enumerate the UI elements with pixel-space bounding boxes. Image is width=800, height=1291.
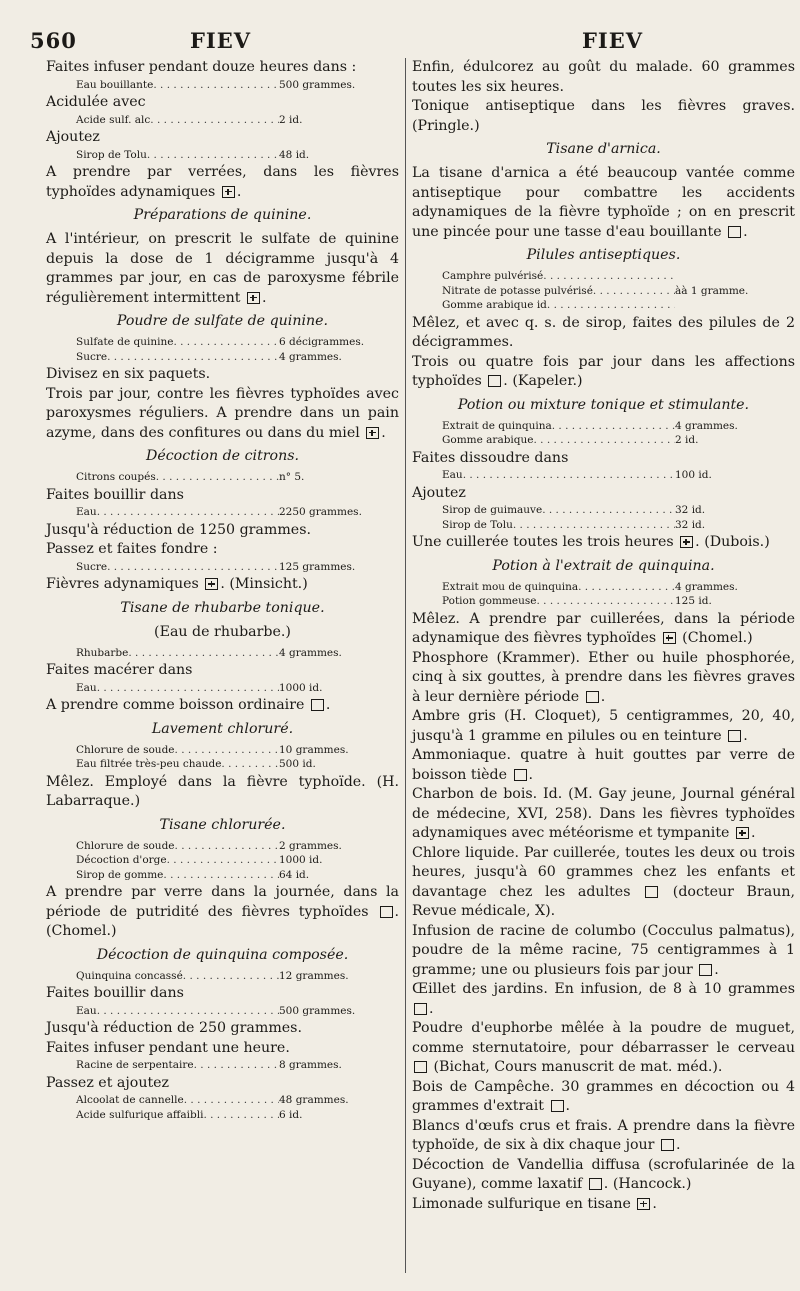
empty-box-icon <box>589 1178 602 1190</box>
ingredient-row <box>76 970 399 984</box>
paragraph-text: A prendre comme boisson ordinaire <box>46 697 305 713</box>
ingredient-quantity: 8 grammes. <box>279 1059 342 1071</box>
empty-box-icon <box>414 1061 427 1073</box>
paragraph <box>412 533 795 553</box>
empty-box-icon <box>514 769 527 781</box>
paragraph <box>46 984 399 1004</box>
section-heading: Tisane chlorurée. <box>159 816 286 833</box>
ingredient-name: Sirop de gomme <box>76 868 164 881</box>
paragraph-text: A l'intérieur, on prescrit le sulfate de quinine depuis la dose de 1 décigramme jusqu'à 4 grammes par jour, en cas de paroxysme fébrile régulièrement intermittent <box>46 231 399 306</box>
paragraph-tail: . <box>429 1000 434 1017</box>
ingredient-name: Sirop de Tolu <box>442 518 513 531</box>
paragraph-text: Ambre gris (H. Cloquet), 5 centigrammes, 20, 40, jusqu'à 1 gramme en pilules ou en teinture <box>412 708 795 744</box>
paragraph-text: Blancs d'œufs crus et frais. A prendre dans la fièvre typhoïde, de six à dix chaque jour <box>412 1117 795 1153</box>
paragraph-tail: . <box>743 727 748 744</box>
dot-leader <box>543 270 675 284</box>
ingredient-row <box>76 114 399 128</box>
paragraph-text: Faites dissoudre dans <box>412 449 569 466</box>
paragraph-text: Phosphore (Krammer). Ether ou huile phosphorée, cinq à six gouttes, à prendre dans les fièvres graves à leur dernière période <box>412 649 795 705</box>
ingredient-row <box>442 420 795 434</box>
paragraph <box>412 164 795 242</box>
ingredient-row <box>442 270 795 284</box>
ingredient-name: Gomme arabique <box>442 434 534 446</box>
ingredient-name: Sucre <box>76 560 108 573</box>
plus-box-icon <box>366 427 379 439</box>
ingredient-name: Acide sulf. alc <box>76 113 151 126</box>
paragraph <box>412 649 795 708</box>
section-heading: Tisane de rhubarbe tonique. <box>120 599 325 616</box>
paragraph <box>412 1156 795 1195</box>
page-number: 560 <box>30 28 77 53</box>
paragraph-text: Trois ou quatre fois par jour dans les affections typhoïdes <box>412 353 795 389</box>
ingredient-quantity: 4 grammes. <box>279 646 342 659</box>
paragraph-text: Passez et faites fondre : <box>46 541 218 557</box>
dot-leader <box>163 869 279 883</box>
ingredient-name: Sucre <box>76 350 108 363</box>
ingredient-row <box>76 758 399 772</box>
ingredient-quantity: 2 id. <box>675 434 699 446</box>
paragraph-text: Enfin, édulcorez au goût du malade. 60 grammes toutes les six heures. <box>412 59 795 95</box>
paragraph <box>46 575 399 595</box>
paragraph-tail: . <box>743 223 748 240</box>
empty-box-icon <box>311 699 324 711</box>
dot-leader <box>183 970 279 984</box>
paragraph-text: Faites infuser pendant une heure. <box>46 1039 290 1056</box>
empty-box-icon <box>699 964 712 976</box>
paragraph <box>412 97 795 136</box>
section-heading: Potion ou mixture tonique et stimulante. <box>457 396 750 413</box>
dot-leader <box>167 854 279 868</box>
section-heading: Décoction de quinquina composée. <box>96 946 349 963</box>
paragraph-text: Trois par jour, contre les fièvres typhoïdes avec paroxysmes réguliers. A prendre dans un pain azyme, dans des confitures ou dans du miel <box>46 385 399 441</box>
paragraph-tail: . <box>381 424 386 441</box>
plus-box-icon <box>222 186 235 198</box>
paragraph-text: Décoction de Vandellia diffusa (scrofularinée de la Guyane), comme laxatif <box>412 1156 795 1192</box>
ingredient-quantity: 6 décigrammes. <box>279 336 365 348</box>
paragraph-text: Œillet des jardins. En infusion, de 8 à 10 grammes <box>412 981 795 997</box>
ingredient-row <box>76 149 399 163</box>
paragraph-text: Jusqu'à réduction de 250 grammes. <box>46 1020 302 1036</box>
paragraph-text: Mêlez. Employé dans la fièvre typhoïde. (H. Labarraque.) <box>46 773 399 809</box>
paragraph-tail: . <box>261 289 267 306</box>
paragraph <box>412 449 795 469</box>
ingredient-quantity: 2250 grammes. <box>279 506 362 518</box>
paragraph <box>46 661 399 681</box>
paragraph-text: Jusqu'à réduction de 1250 grammes. <box>46 521 311 538</box>
dot-leader <box>537 595 676 609</box>
ingredient-quantity: 125 grammes. <box>279 560 356 573</box>
ingredient-row <box>442 581 795 595</box>
paragraph <box>412 980 795 1019</box>
paragraph-text: Chlore liquide. Par cuillerée, toutes les deux ou trois heures, jusqu'à 60 grammes chez les enfants et davantage chez les adultes <box>412 844 795 900</box>
paragraph <box>412 484 795 504</box>
paragraph <box>412 707 795 746</box>
ingredient-quantity: àà 1 gramme. <box>675 284 749 297</box>
ingredient-name: Quinquina concassé <box>76 969 183 982</box>
paragraph-text: Mêlez. A prendre par cuillerées, dans la période adynamique des fièvres typhoïdes <box>412 610 795 646</box>
dot-leader <box>153 79 279 93</box>
ingredient-row <box>76 744 399 758</box>
plus-box-icon <box>637 1198 650 1210</box>
empty-box-icon <box>380 906 393 918</box>
ingredient-name: Camphre pulvérisé <box>442 270 544 282</box>
paragraph <box>46 540 399 560</box>
ingredient-quantity <box>675 299 795 313</box>
paragraph <box>46 486 399 506</box>
ingredient-quantity: 500 grammes. <box>279 1004 356 1017</box>
ingredient-row <box>76 561 399 575</box>
dot-leader <box>175 744 279 758</box>
paragraph-text: Ajoutez <box>412 484 466 501</box>
ingredient-quantity: 500 grammes. <box>279 78 356 91</box>
dot-leader <box>184 1094 279 1108</box>
ingredient-name: Potion gommeuse <box>442 595 537 607</box>
paragraph-tail: . <box>750 825 756 841</box>
dot-leader <box>552 420 675 434</box>
paragraph <box>412 1117 795 1156</box>
ingredient-name: Sulfate de quinine <box>76 336 174 348</box>
ingredient-quantity: 125 id. <box>675 595 712 607</box>
ingredient-row <box>76 869 399 883</box>
paragraph <box>46 230 399 308</box>
ingredient-row <box>76 1109 399 1123</box>
paragraph <box>46 1019 399 1039</box>
ingredient-name: Chlorure de soude <box>76 839 175 852</box>
dot-leader <box>173 336 279 350</box>
paragraph <box>46 1074 399 1094</box>
paragraph <box>46 773 399 812</box>
ingredient-quantity: 100 id. <box>675 469 712 481</box>
empty-box-icon <box>488 375 501 387</box>
section-heading: Poudre de sulfate de quinine. <box>116 313 329 329</box>
paragraph-text: Charbon de bois. Id. (M. Gay jeune, Journal général de médecine, XVI, 258). Dans les fièvres typhoïdes adynamiques avec météorisme et tympanite <box>412 786 795 841</box>
ingredient-row <box>442 299 795 313</box>
dot-leader <box>97 1005 279 1019</box>
ingredient-row <box>76 1094 399 1108</box>
paragraph-text: Ajoutez <box>46 129 100 145</box>
paragraph-tail: (Chomel.) <box>677 630 753 646</box>
plus-box-icon <box>205 578 218 590</box>
paragraph-text: Faites bouillir dans <box>46 486 184 503</box>
dot-leader <box>175 840 279 854</box>
paragraph <box>412 58 795 97</box>
running-head-right: FIEV <box>582 28 644 53</box>
paragraph-text: Faites macérer dans <box>46 662 193 678</box>
ingredient-row <box>76 682 399 696</box>
paragraph <box>412 785 795 844</box>
paragraph-tail: . <box>325 697 331 713</box>
dot-leader <box>547 299 675 313</box>
ingredient-quantity: 2 grammes. <box>279 839 342 852</box>
ingredient-quantity: 64 id. <box>279 868 310 881</box>
column-divider <box>405 58 406 1273</box>
ingredient-row <box>76 471 399 485</box>
ingredient-row <box>76 79 399 93</box>
dot-leader <box>463 469 675 483</box>
paragraph-text: Une cuillerée toutes les trois heures <box>412 534 674 550</box>
ingredient-name: Chlorure de soude <box>76 743 175 756</box>
paragraph-text: A prendre par verrées, dans les fièvres typhoïdes adynamiques <box>46 164 399 200</box>
paragraph-tail: . <box>565 1098 571 1114</box>
ingredient-row <box>442 434 795 448</box>
paragraph-tail: . <box>675 1137 681 1153</box>
paragraph <box>412 353 795 392</box>
paragraph-tail: . (Chomel.) <box>46 903 400 939</box>
ingredient-name: Sirop de Tolu <box>76 148 147 161</box>
plus-box-icon <box>247 292 260 304</box>
empty-box-icon <box>414 1003 427 1015</box>
paragraph-tail: . (Hancock.) <box>603 1176 692 1192</box>
paragraph <box>46 385 399 444</box>
ingredient-name: Eau bouillante <box>76 78 154 91</box>
ingredient-row <box>76 840 399 854</box>
ingredient-name: Nitrate de potasse pulvérisé <box>442 284 593 297</box>
paragraph <box>46 883 399 942</box>
section-heading: Potion à l'extrait de quinquina. <box>492 557 715 574</box>
ingredient-name: Rhubarbe <box>76 646 129 659</box>
paragraph <box>412 1019 795 1078</box>
ingredient-quantity: 48 grammes. <box>279 1094 349 1106</box>
dot-leader <box>194 1059 279 1073</box>
ingredient-quantity: n° 5. <box>279 471 305 483</box>
empty-box-icon <box>551 1100 564 1112</box>
ingredient-row <box>442 285 795 299</box>
ingredient-row <box>442 469 795 483</box>
paragraph <box>46 163 399 202</box>
ingredient-quantity: 6 id. <box>279 1108 303 1121</box>
paragraph-text: A prendre par verre dans la journée, dans la période de putridité des fièvres typhoïdes <box>46 884 399 920</box>
ingredient-quantity: 4 grammes. <box>279 350 342 363</box>
paragraph-text: Tonique antiseptique dans les fièvres graves. (Pringle.) <box>412 98 795 134</box>
section-heading: Tisane d'arnica. <box>546 141 661 157</box>
ingredient-name: Décoction d'orge <box>76 854 167 866</box>
dot-leader <box>593 285 675 299</box>
empty-box-icon <box>661 1139 674 1151</box>
paragraph <box>412 314 795 353</box>
dot-leader <box>513 519 675 533</box>
ingredient-quantity: 1000 id. <box>279 681 323 694</box>
plus-box-icon <box>680 536 693 548</box>
ingredient-name: Extrait de quinquina <box>442 419 552 432</box>
ingredient-quantity: 48 id. <box>279 148 310 161</box>
paragraph <box>46 128 399 148</box>
paragraph-tail: (docteur Braun, Revue médicale, X). <box>412 883 795 919</box>
dot-leader <box>203 1109 279 1123</box>
right-column <box>412 58 795 1214</box>
plus-box-icon <box>736 827 749 839</box>
ingredient-quantity: 32 id. <box>675 504 706 516</box>
section-heading: Préparations de quinine. <box>133 207 312 223</box>
paragraph-tail: . <box>236 183 242 200</box>
ingredient-row <box>76 1059 399 1073</box>
empty-box-icon <box>728 226 741 238</box>
ingredient-row <box>76 506 399 520</box>
paragraph-text: Faites bouillir dans <box>46 985 184 1001</box>
paragraph-text: Passez et ajoutez <box>46 1074 170 1091</box>
ingredient-name: Racine de serpentaire <box>76 1059 194 1071</box>
section-heading: Lavement chloruré. <box>151 720 294 737</box>
ingredient-quantity <box>675 270 795 284</box>
dot-leader <box>156 471 279 485</box>
paragraph <box>412 1195 795 1215</box>
ingredient-row <box>76 336 399 350</box>
ingredient-name: Extrait mou de quinquina <box>442 580 579 593</box>
ingredient-row <box>442 595 795 609</box>
paragraph-text: Mêlez, et avec q. s. de sirop, faites des pilules de 2 décigrammes. <box>412 314 795 350</box>
ingredient-quantity: 500 id. <box>279 758 316 770</box>
empty-box-icon <box>586 691 599 703</box>
ingredient-name: Eau <box>76 1004 97 1017</box>
paragraph-text: Bois de Campêche. 30 grammes en décoction ou 4 grammes d'extrait <box>412 1078 795 1114</box>
paragraph-text: Fièvres adynamiques <box>46 576 199 592</box>
dot-leader <box>150 114 279 128</box>
paragraph-tail: . <box>528 766 534 783</box>
empty-box-icon <box>645 886 658 898</box>
paragraph <box>46 93 399 113</box>
ingredient-row <box>76 351 399 365</box>
dot-leader <box>221 758 279 772</box>
left-column <box>46 58 399 1123</box>
paragraph-text: La tisane d'arnica a été beaucoup vantée comme antiseptique pour combattre les accidents adynamiques de la fièvre typhoïde ; on en prescrit une pincée pour une tasse d'eau bouillante <box>412 165 795 240</box>
ingredient-quantity: 32 id. <box>675 518 706 531</box>
empty-box-icon <box>728 730 741 742</box>
dot-leader <box>578 581 675 595</box>
ingredient-name: Acide sulfurique affaibli <box>76 1108 204 1121</box>
paragraph <box>412 610 795 649</box>
ingredient-row <box>76 647 399 661</box>
ingredient-quantity: 10 grammes. <box>279 743 349 756</box>
ingredient-row <box>76 1005 399 1019</box>
ingredient-name: Alcoolat de cannelle <box>76 1094 184 1106</box>
ingredient-quantity: 4 grammes. <box>675 580 738 593</box>
dot-leader <box>128 647 279 661</box>
paragraph-tail: . <box>714 961 719 978</box>
paragraph <box>46 1039 399 1059</box>
ingredient-row <box>442 519 795 533</box>
paragraph-text: Poudre d'euphorbe mêlée à la poudre de muguet, comme sternutatoire, pour débarrasser le cerveau <box>412 1020 795 1056</box>
dot-leader <box>147 149 279 163</box>
paragraph-tail: . (Kapeler.) <box>503 373 583 389</box>
section-heading: Pilules antiseptiques. <box>526 247 681 263</box>
ingredient-quantity: 12 grammes. <box>279 969 349 982</box>
ingredient-name: Eau filtrée très-peu chaude <box>76 758 222 770</box>
paragraph-tail: . (Dubois.) <box>695 534 770 550</box>
paragraph <box>46 365 399 385</box>
paragraph-text: Infusion de racine de columbo (Cocculus palmatus), poudre de la même racine, 75 centigrammes à 1 gramme; une ou plusieurs fois par jour <box>412 922 795 978</box>
paragraph-text: Limonade sulfurique en tisane <box>412 1195 631 1212</box>
ingredient-quantity: 4 grammes. <box>675 419 738 432</box>
ingredient-name: Sirop de guimauve <box>442 504 543 516</box>
ingredient-row <box>76 854 399 868</box>
ingredient-name: Citrons coupés <box>76 471 156 483</box>
dot-leader <box>97 682 279 696</box>
running-head-left: FIEV <box>190 28 252 53</box>
ingredient-row <box>442 504 795 518</box>
paragraph-tail: (Bichat, Cours manuscrit de mat. méd.). <box>429 1059 723 1075</box>
paragraph-text: Ammoniaque. quatre à huit gouttes par verre de boisson tiède <box>412 747 795 783</box>
ingredient-name: Gomme arabique id <box>442 299 547 311</box>
paragraph <box>412 844 795 922</box>
dot-leader <box>107 351 279 365</box>
ingredient-name: Eau <box>76 681 97 694</box>
plus-box-icon <box>663 632 676 644</box>
ingredient-quantity: 1000 id. <box>279 854 323 866</box>
dot-leader <box>542 504 675 518</box>
paragraph <box>412 746 795 785</box>
paragraph <box>412 1078 795 1117</box>
paragraph-text: Divisez en six paquets. <box>46 366 211 382</box>
paragraph-tail: . (Minsicht.) <box>220 576 308 592</box>
ingredient-quantity: 2 id. <box>279 113 303 126</box>
dot-leader <box>97 506 279 520</box>
paragraph-tail: . <box>600 688 606 705</box>
paragraph <box>46 521 399 541</box>
section-heading: (Eau de rhubarbe.) <box>154 623 291 640</box>
paragraph-text: Faites infuser pendant douze heures dans : <box>46 59 357 75</box>
paragraph <box>46 58 399 78</box>
paragraph-text: Acidulée avec <box>46 94 146 110</box>
paragraph <box>412 922 795 981</box>
section-heading: Décoction de citrons. <box>145 448 300 464</box>
dot-leader <box>534 434 676 448</box>
ingredient-name: Eau <box>442 469 463 481</box>
paragraph-tail: . <box>652 1195 657 1212</box>
paragraph <box>46 696 399 716</box>
ingredient-name: Eau <box>76 506 97 518</box>
dot-leader <box>107 561 279 575</box>
